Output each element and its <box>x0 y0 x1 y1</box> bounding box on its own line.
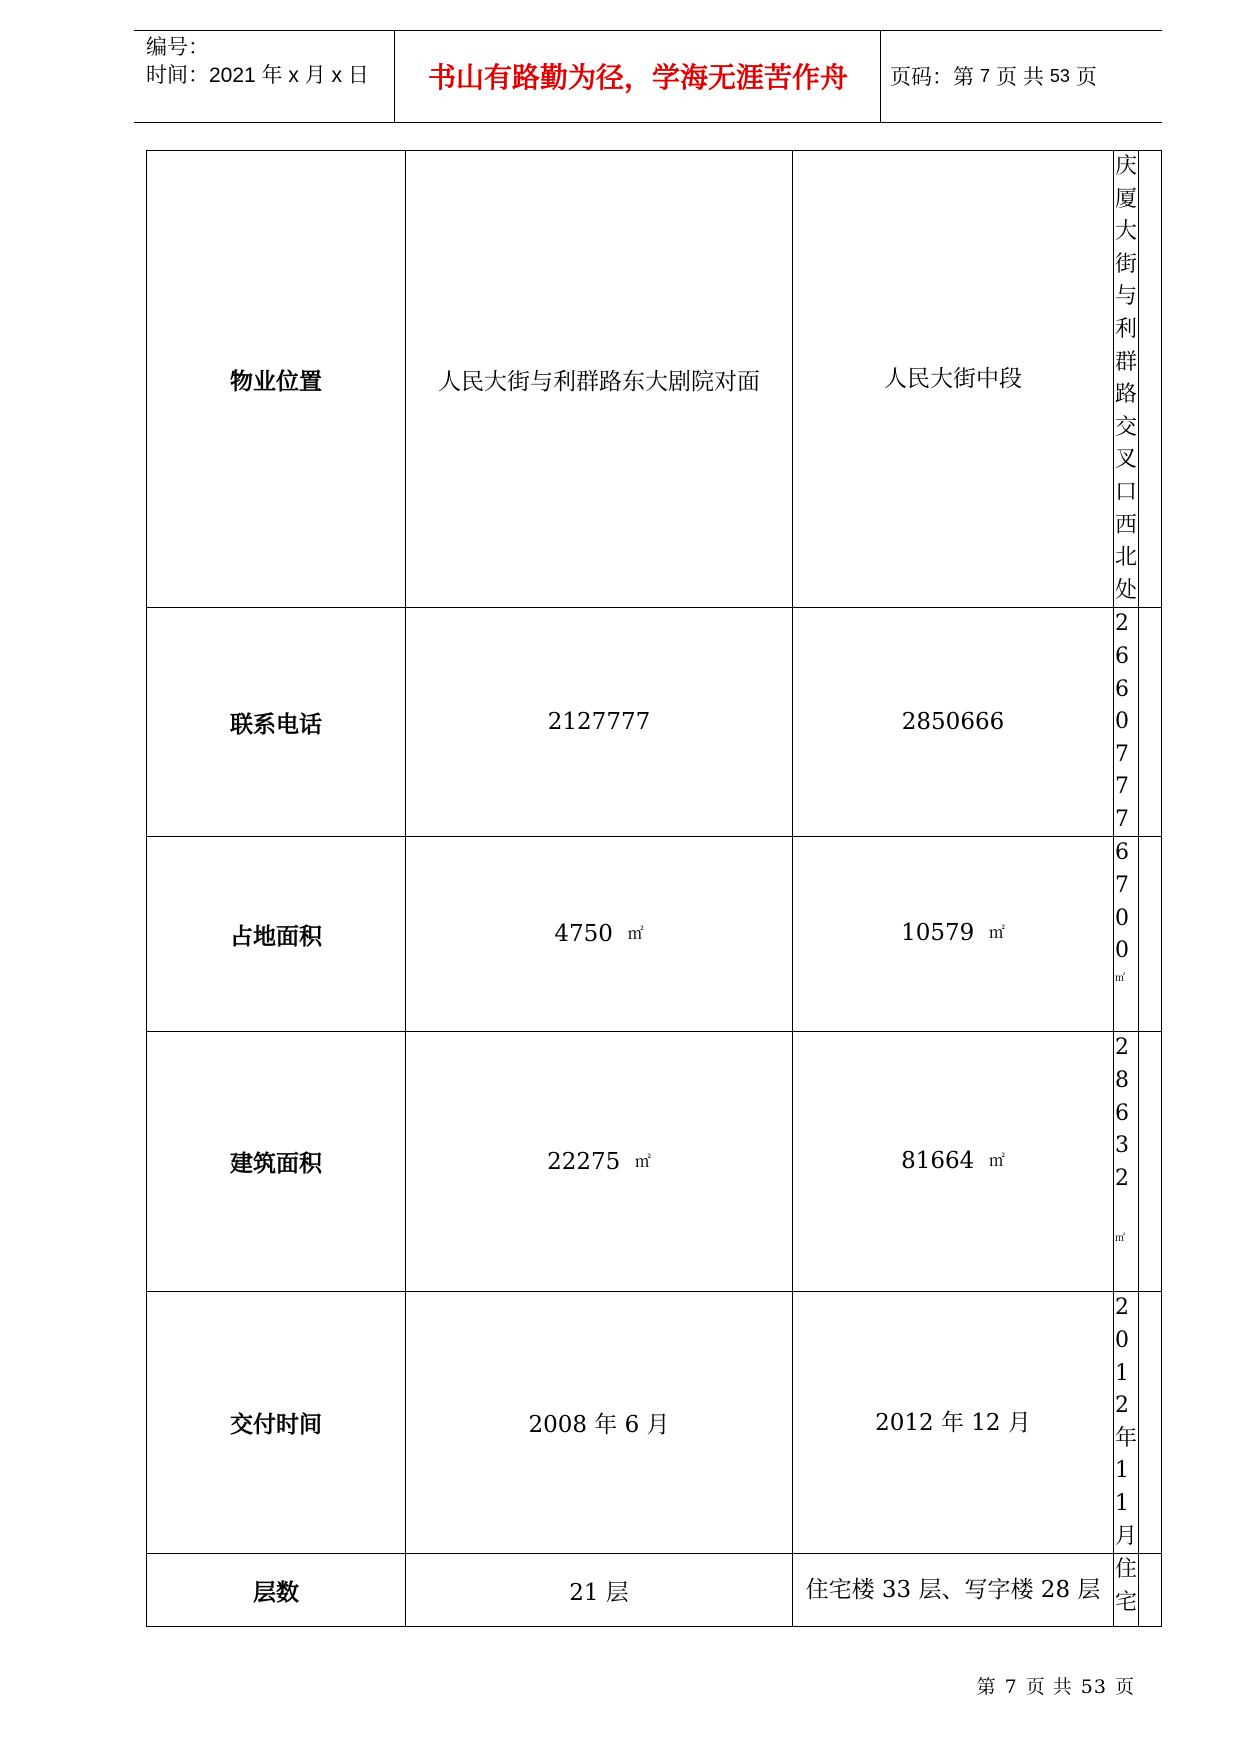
area-unit: ㎡ <box>627 924 644 944</box>
table-cell-truncated <box>1114 837 1139 1032</box>
table-cell: 2127777 <box>406 608 793 837</box>
row-label: 交付时间 <box>147 1292 406 1554</box>
table-cell: 人民大街与利群路东大剧院对面 <box>406 151 793 608</box>
area-unit: ㎡ <box>988 923 1005 943</box>
table-cell-truncated <box>1114 1032 1139 1292</box>
area-value: 6700 <box>1115 840 1129 964</box>
truncated-cell-text <box>1114 1032 1132 1250</box>
table-row <box>147 1292 1162 1554</box>
area-unit: ㎡ <box>1115 972 1125 984</box>
footer-mid: 页 共 <box>1025 1676 1073 1698</box>
table-row <box>147 1032 1162 1292</box>
table-cell-empty <box>1139 1554 1162 1627</box>
table-cell-truncated <box>1114 1292 1139 1554</box>
table-cell <box>793 837 1114 1032</box>
header-divider <box>880 30 881 122</box>
header-page-indicator <box>890 30 1097 122</box>
table-cell: 住宅楼 33 层、写字楼 28 层 <box>793 1554 1114 1627</box>
table-cell-truncated <box>1114 1554 1139 1627</box>
document-time: 时间：2021 年 x 月 x 日 <box>146 64 369 87</box>
area-value: 10579 <box>901 920 975 947</box>
table-cell: 2012 年 12 月 <box>793 1292 1114 1554</box>
table-cell-truncated <box>1114 151 1139 608</box>
header-motto: 书山有路勤为径，学海无涯苦作舟 <box>427 61 848 94</box>
row-label: 物业位置 <box>147 151 406 608</box>
truncated-cell-text: 2660777 <box>1115 611 1129 832</box>
table-cell-empty <box>1139 151 1162 608</box>
header-meta <box>146 34 369 90</box>
area-unit: ㎡ <box>1115 1233 1125 1245</box>
table-cell-empty <box>1139 608 1162 837</box>
table-cell-empty <box>1139 837 1162 1032</box>
row-label: 占地面积 <box>147 837 406 1032</box>
area-value: 28632 <box>1115 1035 1129 1191</box>
footer-current-page: 7 <box>1004 1676 1018 1698</box>
row-label: 层数 <box>147 1554 406 1627</box>
truncated-cell-text: 2012年11月 <box>1115 1295 1138 1549</box>
table-cell-truncated <box>1114 608 1139 837</box>
truncated-cell-text <box>1114 837 1132 989</box>
area-value: 4750 <box>554 921 613 948</box>
table-cell <box>406 837 793 1032</box>
page-mid: 页 共 <box>996 66 1044 89</box>
table-row <box>147 1554 1162 1627</box>
table-row <box>147 837 1162 1032</box>
row-label: 联系电话 <box>147 608 406 837</box>
footer-prefix: 第 <box>976 1676 997 1698</box>
truncated-cell-text: 庆厦大街与利群路交叉口西北处 <box>1115 154 1138 603</box>
row-label: 建筑面积 <box>147 1032 406 1292</box>
area-unit: ㎡ <box>634 1151 651 1171</box>
property-comparison-table <box>146 150 1162 1627</box>
table-cell: 人民大街中段 <box>793 151 1114 608</box>
page-current: 7 <box>980 65 991 86</box>
area-value: 81664 <box>901 1147 975 1174</box>
footer-total-pages: 53 <box>1080 1676 1107 1698</box>
page-header <box>134 30 1162 124</box>
table-cell: 2850666 <box>793 608 1114 837</box>
table-cell: 2008 年 6 月 <box>406 1292 793 1554</box>
page-suffix: 页 <box>1075 66 1097 89</box>
footer-suffix: 页 <box>1114 1676 1135 1698</box>
truncated-cell-text: 住宅 <box>1115 1557 1138 1615</box>
table-row <box>147 151 1162 608</box>
table-cell-empty <box>1139 1032 1162 1292</box>
header-divider <box>394 30 395 122</box>
table-cell <box>406 1032 793 1292</box>
page-footer <box>973 1672 1139 1699</box>
area-value: 22275 <box>547 1148 621 1175</box>
page-total: 53 <box>1049 65 1070 86</box>
table-row <box>147 608 1162 837</box>
page-prefix: 页码：第 <box>890 66 974 89</box>
table-cell-empty <box>1139 1292 1162 1554</box>
area-unit: ㎡ <box>988 1150 1005 1170</box>
table-cell: 21 层 <box>406 1554 793 1627</box>
document-number-label: 编号： <box>146 36 209 59</box>
table-cell <box>793 1032 1114 1292</box>
header-bottom-rule <box>134 122 1162 123</box>
